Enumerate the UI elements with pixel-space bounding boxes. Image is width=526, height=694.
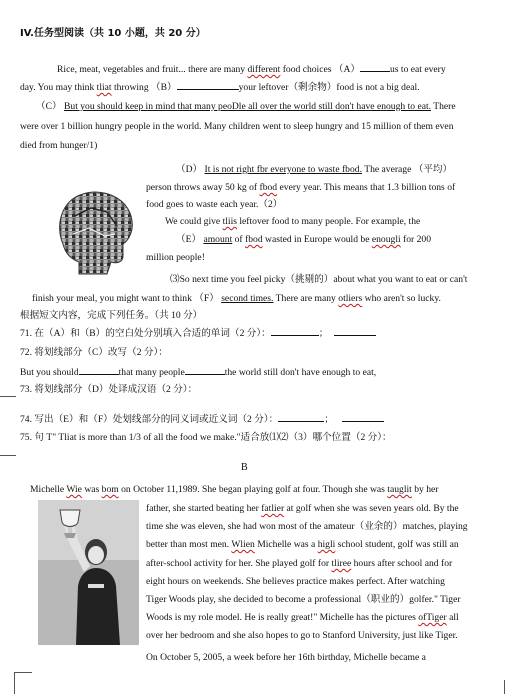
b-line-4: better than most men. Wlien Michelle was a higli school student, golf was still an — [146, 539, 459, 550]
p1-line-2: day. You may think tliat throwing （B） your leftover（剩余物）food is not a big deal. — [20, 82, 420, 93]
b-line-7: Tiger Woods play, she decided to become a professional（职业的）golfer." Tiger — [146, 594, 461, 605]
question-73: 73. 将划线部分（D）处译成汉语（2 分）： — [20, 384, 198, 395]
b-line-9: over her bedroom and she also hopes to go to Stanford University, just like Tiger. — [146, 630, 458, 641]
brain-mosaic-image — [51, 186, 136, 278]
p3-line-3: food goes to waste each year.（2） — [146, 199, 283, 210]
b-line-1: Michelle Wie was bom on October 11,1989. She began playing golf at four. Though she was tauglit by her — [30, 484, 439, 495]
p3-line-7: ⑶So next time you feel picky（挑剔的）about what you want to eat or can't — [170, 274, 468, 285]
question-71: 71. 在（A）和（B）的空白处分别填入合适的单词（2 分）： ； — [20, 326, 376, 340]
p1-line-1: Rice, meat, vegetables and fruit... there are many different food choices （A） us to eat every — [57, 64, 446, 75]
margin-mark — [14, 672, 32, 673]
p3-line-5: （E） amount of fbod wasted in Europe would be enougli for 200 — [176, 234, 432, 245]
p3-line-6: million people! — [146, 252, 205, 263]
section-b-label: B — [241, 462, 248, 473]
p3-line-1: （D） It is not right fbr everyone to waste fbod. The average （平均） — [176, 164, 453, 175]
p2-line-1: （C） But you should keep in mind that many peoDle all over the world still don't have enough to eat. There — [36, 101, 456, 112]
p3-line-4: We could give tliis leftover food to many people. For example, the — [165, 216, 421, 227]
b-line-2: father, she started beating her fatlier at golf when she was seven years old. By the — [146, 503, 459, 514]
margin-mark — [0, 396, 16, 397]
p2-line-2: were over 1 billion hungry people in the world. Many children went to sleep hungry and 15 million of them even — [20, 121, 454, 132]
b-line-8: Woods is my role model. He is really great!" Michelle has the pictures ofTiger all — [146, 612, 459, 623]
b-line-3: time she was eleven, she had won most of the amateur（业余的）matches, playing — [146, 521, 468, 532]
section-heading: IV.任务型阅读（共 10 小题，共 20 分） — [20, 28, 206, 39]
question-75: 75. 句 T" Tliat is more than 1/3 of all the food we make."适合放⑴⑵（3）哪个位置（2 分）： — [20, 432, 392, 443]
question-72: 72. 将划线部分（C）改写（2 分）： — [20, 347, 168, 358]
question-72-answer-line: But you should that many people the world still don't have enough to eat, — [20, 367, 377, 378]
task-instruction: 根据短文内容，完成下列任务。（共 10 分） — [20, 310, 203, 321]
p3-line-2: person throws away 50 kg of fbod every year. This means that 1.3 billion tons of — [146, 182, 456, 193]
golfer-trophy-photo — [38, 500, 139, 645]
question-74: 74. 写出（E）和（F）处划线部分的同义词或近义词（2 分）： ； — [20, 412, 384, 426]
b-line-5: after-school activity for her. She played golf for tliree hours after school and for — [146, 558, 453, 569]
margin-mark — [0, 455, 16, 456]
margin-mark — [14, 672, 15, 694]
p3-line-8: finish your meal, you might want to think （F） second times. There are many otliers who aren't so lucky. — [32, 293, 441, 304]
b-line-10: On October 5, 2005, a week before her 16th birthday, Michelle became a — [146, 652, 426, 663]
p2-line-3: died from hunger/1) — [20, 140, 98, 151]
b-line-6: eight hours on weekends. She believes practice makes perfect. After watching — [146, 576, 445, 587]
margin-mark — [504, 680, 505, 694]
